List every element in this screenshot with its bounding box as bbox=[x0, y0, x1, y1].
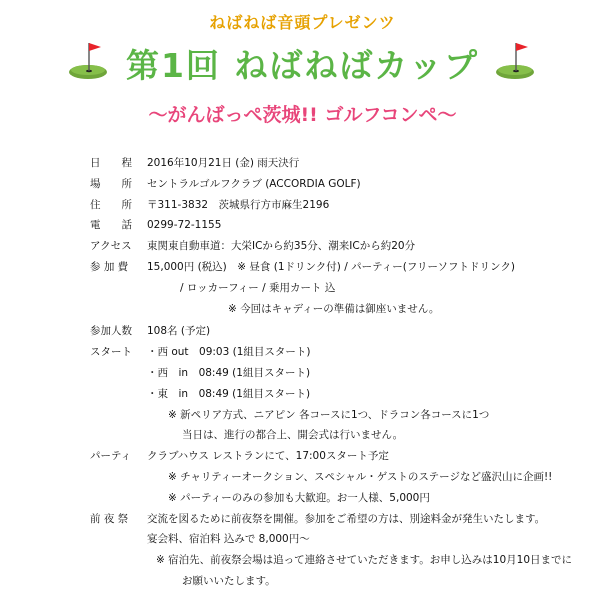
access-value: 東関東自動車道：大栄ICから約35分、潮来ICから約20分 bbox=[147, 240, 416, 253]
eve-line-2: 宴会料、宿泊料 込みで 8,000円〜 bbox=[147, 533, 310, 546]
venue-row bbox=[90, 174, 600, 195]
eve-note-1: ※ 宿泊先、前夜祭会場は追って連絡させていただきます。お申し込みは10月10日までに bbox=[156, 554, 573, 567]
event-details bbox=[90, 153, 600, 592]
venue-value: セントラルゴルフクラブ (ACCORDIA GOLF) bbox=[147, 177, 361, 190]
party-row bbox=[90, 446, 600, 467]
party-label: パーティ bbox=[90, 450, 132, 463]
date-label: 日 程 bbox=[90, 157, 132, 169]
date-row bbox=[90, 153, 600, 174]
access-label: アクセス bbox=[90, 240, 132, 253]
address-label: 住 所 bbox=[90, 198, 132, 211]
start-label: スタート bbox=[90, 346, 132, 359]
start-note-2: 当日は、進行の都合上、開会式は行いません。 bbox=[182, 429, 404, 442]
start-line-2: ・西 in 08:49 (1組目スタート) bbox=[147, 366, 311, 379]
start-row bbox=[90, 342, 600, 363]
participants-row bbox=[90, 321, 600, 342]
phone-label: 電 話 bbox=[90, 219, 132, 232]
event-title: 第1回 ねばねばカップ bbox=[125, 46, 480, 85]
fee-line-3: ※ 今回はキャディーの準備は御座いません。 bbox=[228, 302, 440, 315]
date-value: 2016年10月21日 (金) 雨天決行 bbox=[147, 157, 300, 169]
venue-label: 場 所 bbox=[90, 177, 132, 190]
access-row bbox=[90, 236, 600, 257]
start-line-1: ・西 out 09:03 (1組目スタート) bbox=[147, 346, 311, 359]
eve-note-2: お願いいたします。 bbox=[182, 574, 276, 587]
party-value: クラブハウス レストランにて、17:00スタート予定 bbox=[147, 450, 389, 463]
address-value: 〒311-3832 茨城県行方市麻生2196 bbox=[147, 198, 330, 211]
start-note-1: ※ 新ペリア方式、ニアピン 各コースに1つ、ドラコン各コースに1つ bbox=[168, 408, 490, 421]
fee-line-2: / ロッカーフィー / 乗用カート 込 bbox=[180, 281, 336, 294]
eve-label: 前 夜 祭 bbox=[90, 512, 129, 525]
event-subtitle: 〜がんばっぺ茨城!! ゴルフコンペ〜 bbox=[148, 104, 457, 126]
fee-label: 参 加 費 bbox=[90, 260, 129, 273]
phone-value: 0299-72-1155 bbox=[147, 219, 222, 232]
participants-label: 参加人数 bbox=[90, 325, 132, 338]
fee-row bbox=[90, 257, 600, 278]
address-row bbox=[90, 195, 600, 216]
eve-row bbox=[90, 509, 600, 530]
start-line-3: ・東 in 08:49 (1組目スタート) bbox=[147, 387, 311, 400]
party-note-1: ※ チャリティーオークション、スペシャル・ゲストのステージなど盛沢山に企画!! bbox=[168, 470, 553, 483]
eve-value: 交流を図るために前夜祭を開催。参加をご希望の方は、別途料金が発生いたします。 bbox=[147, 512, 546, 525]
presents-heading: ねばねば音頭プレゼンツ bbox=[209, 13, 396, 32]
party-note-2: ※ パーティーのみの参加も大歓迎。お一人様、5,000円 bbox=[168, 491, 430, 504]
phone-row bbox=[90, 215, 600, 236]
participants-value: 108名 (予定) bbox=[147, 325, 211, 338]
fee-value: 15,000円 (税込) ※ 昼食 (1ドリンク付) / パーティー(フリーソフトドリンク) bbox=[147, 260, 515, 273]
